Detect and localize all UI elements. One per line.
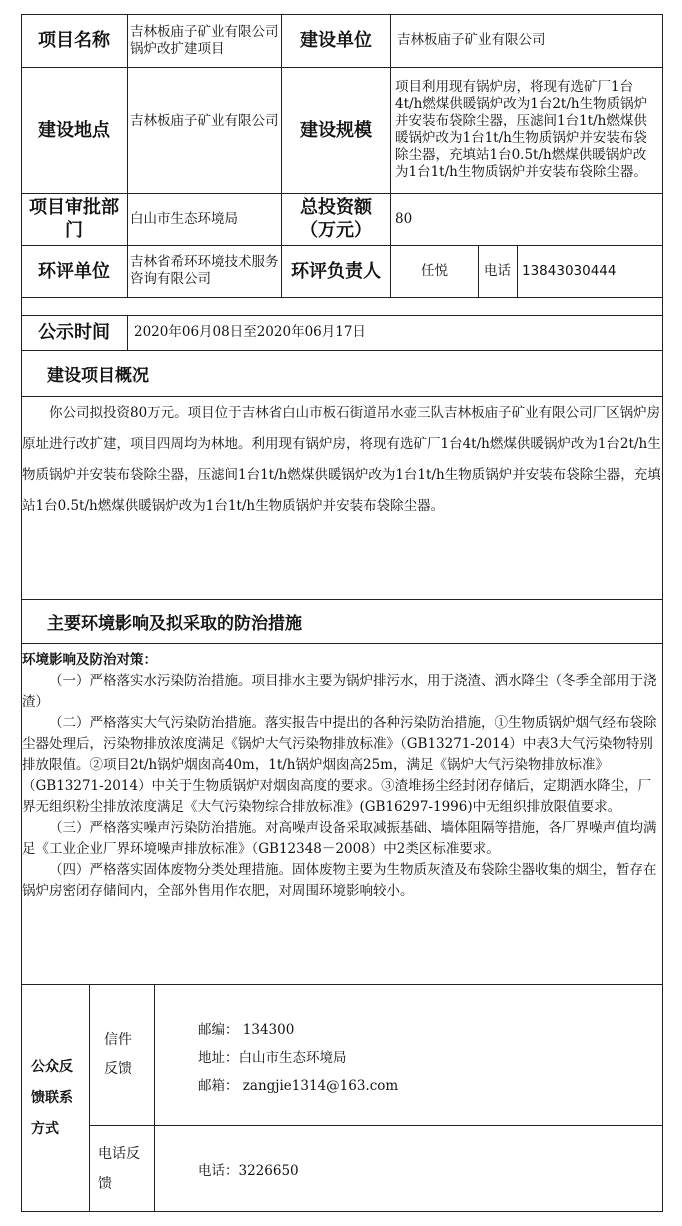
investment-value: 80 bbox=[395, 210, 413, 227]
eia-person-label: 环评负责人 bbox=[291, 260, 381, 282]
row-divider bbox=[21, 396, 663, 397]
overview-title: 建设项目概况 bbox=[47, 365, 149, 386]
phone-feedback-label: 电话反馈 bbox=[98, 1145, 140, 1192]
address: 地址：白山市生态环境局 bbox=[198, 1050, 347, 1066]
eia-unit-value: 吉林省希环环境技术服务咨询有限公司 bbox=[130, 254, 279, 287]
builder-value: 吉林板庙子矿业有限公司 bbox=[397, 32, 546, 48]
letter-feedback-label: 信件反馈 bbox=[104, 1031, 132, 1077]
row-divider bbox=[89, 1125, 663, 1126]
location-value: 吉林板庙子矿业有限公司 bbox=[130, 113, 279, 129]
feedback-phone: 电话：3226650 bbox=[198, 1163, 299, 1179]
publicity-value: 2020年06月08日至2020年06月17日 bbox=[134, 324, 366, 340]
investment-label: 总投资额（万元） bbox=[300, 197, 372, 241]
measures-body bbox=[22, 650, 662, 902]
scale-value: 项目利用现有锅炉房，将现有选矿厂1台4t/h燃煤供暖锅炉改为1台2t/h生物质锅炉并安装布袋除尘器，压滤间1台1t/h燃煤供暖锅炉改为1台1t/h生物质锅炉并安装布袋除尘器，充填站1台0.5t/h燃煤供暖锅炉改为1台1t/h生物质锅炉并安装布袋除尘器。 bbox=[395, 79, 648, 180]
project-name-value: 吉林板庙子矿业有限公司锅炉改扩建项目 bbox=[130, 23, 279, 57]
postcode: 邮编： 134300 bbox=[198, 1022, 295, 1038]
eia-unit-label: 环评单位 bbox=[38, 260, 110, 282]
row-divider bbox=[21, 643, 663, 644]
builder-label: 建设单位 bbox=[300, 30, 372, 51]
measures-subtitle: 环境影响及防治对策： bbox=[22, 652, 157, 668]
measures-title: 主要环境影响及拟采取的防治措施 bbox=[47, 613, 302, 634]
phone-value: 13843030444 bbox=[522, 262, 617, 279]
eia-person-value: 任悦 bbox=[421, 262, 448, 279]
phone-label: 电话 bbox=[484, 262, 511, 279]
measure-item-water: （一）严格落实水污染防治措施。项目排水主要为锅炉排污水，用于浇渣、洒水降尘（冬季全部用于浇渣） bbox=[22, 673, 657, 710]
measure-item-noise: （三）严格落实噪声污染防治措施。对高噪声设备采取减振基础、墙体阻隔等措施，各厂界噪声值均满足《工业企业厂界环境噪声排放标准》（GB12348－2008）中2类区标准要求。 bbox=[22, 820, 657, 857]
approval-label: 项目审批部门 bbox=[29, 197, 119, 241]
project-name-label: 项目名称 bbox=[38, 30, 110, 51]
approval-value: 白山市生态环境局 bbox=[130, 210, 238, 227]
publicity-label: 公示时间 bbox=[38, 322, 110, 343]
row-divider bbox=[21, 297, 663, 298]
measure-item-solid-waste: （四）严格落实固体废物分类处理措施。固体废物主要为生物质灰渣及布袋除尘器收集的烟尘，暂存在锅炉房密闭存储间内，全部外售用作农肥，对周围环境影响较小。 bbox=[22, 862, 657, 899]
measure-item-air: （二）严格落实大气污染防治措施。落实报告中提出的各种污染防治措施，①生物质锅炉烟气经布袋除尘器处理后，污染物排放浓度满足《锅炉大气污染物排放标准》（GB13271-2014）中表3大气污染物特别排放限值。②项目2t/h锅炉烟囱高40m，1t/h锅炉烟囱高25m，满足《锅炉大气污染物排放标准》（GB13271-2014）中关于生物质锅炉对烟囱高度的要求。③渣堆扬尘经封闭存储后，定期洒水降尘，厂界无组织粉尘排放浓度满足《大气污染物综合排放标准》(GB16297-1996)中无组织排放限值要求。 bbox=[22, 715, 657, 815]
col-divider bbox=[154, 984, 155, 1212]
feedback-label: 公众反馈联系方式 bbox=[31, 1058, 73, 1137]
scale-label: 建设规模 bbox=[300, 119, 372, 141]
email[interactable]: 邮箱： zangjie1314@163.com bbox=[198, 1078, 399, 1094]
overview-text: 你公司拟投资80万元。项目位于吉林省白山市板石街道吊水壶三队吉林板庙子矿业有限公司厂区锅炉房原址进行改扩建，项目四周均为林地。利用现有锅炉房，将现有选矿厂1台4t/h燃煤供暖锅炉改为1台2t/h生物质锅炉并安装布袋除尘器，压滤间1台1t/h燃煤供暖锅炉改为1台1t/h生物质锅炉并安装布袋除尘器，充填站1台0.5t/h燃煤供暖锅炉改为1台1t/h生物质锅炉并安装布袋除尘器。 bbox=[22, 405, 661, 514]
location-label: 建设地点 bbox=[38, 119, 110, 141]
